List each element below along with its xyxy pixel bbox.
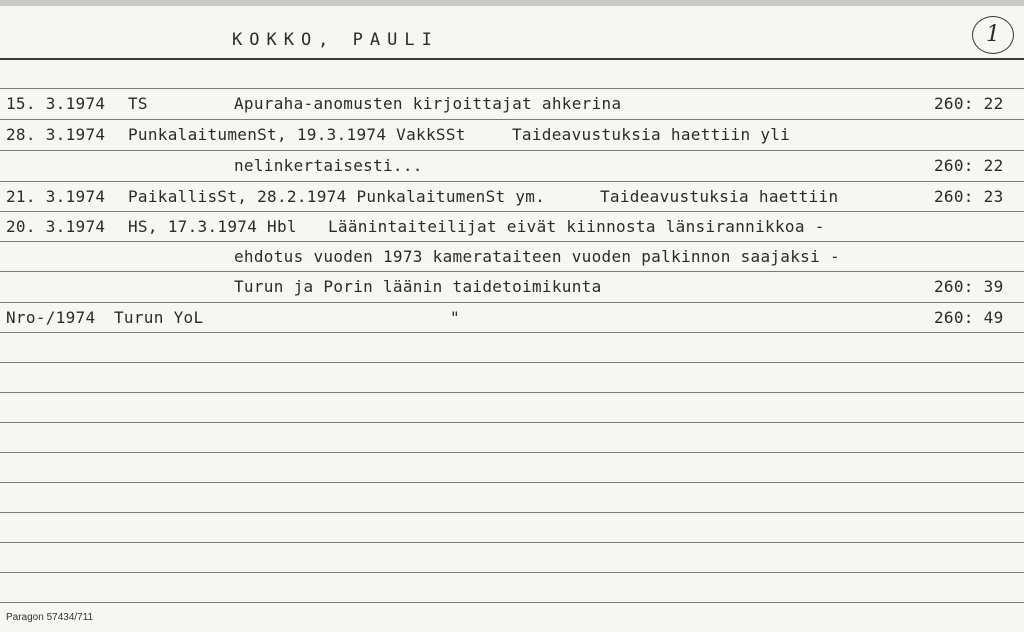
ruled-line [0,542,1024,543]
entry-date: Nro-/1974 [6,308,96,327]
entry-date: 15. 3.1974 [6,94,106,113]
entry-title: Taideavustuksia haettiin yli [512,125,791,144]
ruled-line [0,392,1024,393]
card-number: 1 [972,16,1014,54]
entry-source: PunkalaitumenSt, 19.3.1974 VakkSSt [128,125,466,144]
entry-source: TS [128,94,148,113]
ruled-line [0,422,1024,423]
ruled-line [0,119,1024,120]
scan-edge [0,0,1024,6]
entry-ref: 260: 49 [934,308,1004,327]
entry-title-continued: Turun ja Porin läänin taidetoimikunta [234,277,602,296]
entry-date: 21. 3.1974 [6,187,106,206]
entry-source: PaikallisSt, 28.2.1974 PunkalaitumenSt ym. [128,187,546,206]
ruled-line [0,241,1024,242]
entry-title: Apuraha-anomusten kirjoittajat ahkerina [234,94,622,113]
entry-ref: 260: 23 [934,187,1004,206]
ruled-line [0,482,1024,483]
entry-ref: 260: 22 [934,94,1004,113]
ruled-line [0,602,1024,603]
ruled-line [0,302,1024,303]
ruled-line [0,271,1024,272]
ruled-line [0,512,1024,513]
ditto-mark: " [450,308,460,327]
entry-ref: 260: 22 [934,156,1004,175]
ruled-line [0,211,1024,212]
entry-title-continued: ehdotus vuoden 1973 kamerataiteen vuoden palkinnon saajaksi - [234,247,840,266]
ruled-line [0,332,1024,333]
ruled-line [0,572,1024,573]
entry-source: Turun YoL [114,308,204,327]
entry-title: Läänintaiteilijat eivät kiinnosta länsirannikkoa - [328,217,825,236]
printer-imprint: Paragon 57434/711 [6,612,94,623]
entry-title-continued: nelinkertaisesti... [234,156,423,175]
ruled-line [0,362,1024,363]
header-rule [0,58,1024,60]
entry-source: HS, 17.3.1974 Hbl [128,217,297,236]
ruled-line [0,181,1024,182]
entry-date: 20. 3.1974 [6,217,106,236]
entry-title: Taideavustuksia haettiin [600,187,839,206]
ruled-line [0,452,1024,453]
card-title: KOKKO, PAULI [232,30,439,50]
entry-ref: 260: 39 [934,277,1004,296]
ruled-line [0,150,1024,151]
entry-date: 28. 3.1974 [6,125,106,144]
ruled-line [0,88,1024,89]
